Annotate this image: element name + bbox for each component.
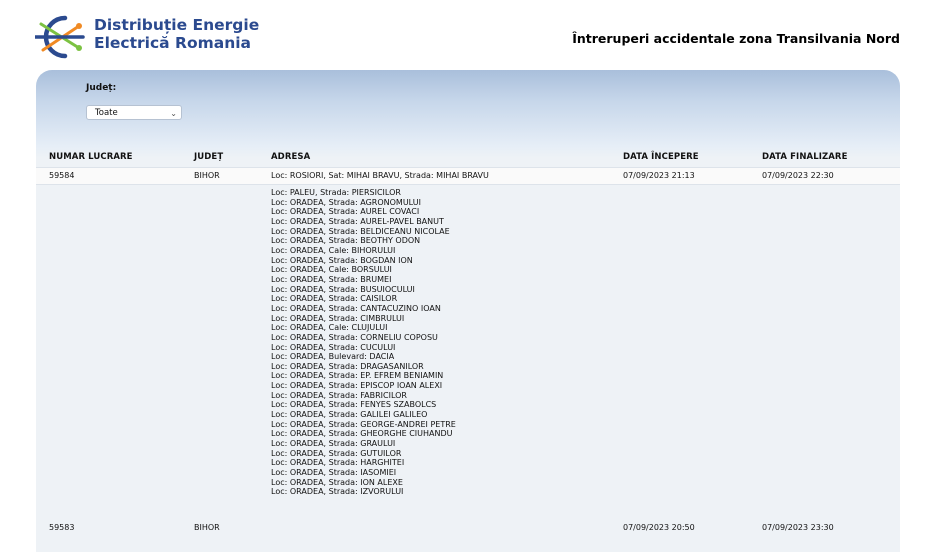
column-header-judet: JUDEȚ [194, 152, 224, 162]
address-line: Loc: ORADEA, Strada: GUTUILOR [271, 448, 402, 458]
filter-panel [36, 70, 900, 146]
cell-data-incepere: 07/09/2023 21:13 [623, 171, 695, 180]
address-line: Loc: ORADEA, Strada: AUREL COVACI [271, 207, 420, 217]
page-title: Întreruperi accidentale zona Transilvania Nord [572, 31, 900, 46]
column-header-adresa: ADRESA [271, 152, 311, 162]
address-line: Loc: ORADEA, Strada: GHEORGHE CIUHANDU [271, 429, 453, 439]
brand-line-2: Electrică Romania [94, 34, 252, 52]
outages-table [36, 146, 900, 552]
address-line: Loc: ORADEA, Strada: GRAULUI [271, 439, 396, 449]
address-line: Loc: ORADEA, Cale: BORSULUI [271, 265, 392, 275]
address-line: Loc: ORADEA, Cale: BIHORULUI [271, 245, 396, 255]
county-select[interactable] [86, 105, 182, 120]
address-line: Loc: ORADEA, Strada: ION ALEXE [271, 477, 403, 487]
cell-judet: BIHOR [194, 523, 220, 532]
chevron-down-icon: ⌄ [170, 109, 177, 118]
column-header-data-finalizare: DATA FINALIZARE [762, 152, 848, 162]
cell-data-incepere: 07/09/2023 20:50 [623, 523, 695, 532]
address-line: Loc: ORADEA, Strada: AUREL-PAVEL BANUT [271, 216, 444, 226]
address-line: Loc: ORADEA, Bulevard: DACIA [271, 352, 395, 362]
cell-numar: 59584 [49, 171, 75, 180]
cell-data-finalizare: 07/09/2023 22:30 [762, 171, 834, 180]
address-line: Loc: ORADEA, Strada: FENYES SZABOLCS [271, 400, 437, 410]
cell-adresa-list [271, 188, 456, 497]
address-line: Loc: ORADEA, Strada: IASOMIEI [271, 468, 397, 478]
address-line: Loc: PALEU, Strada: PIERSICILOR [271, 188, 401, 197]
address-line: Loc: ORADEA, Strada: GEORGE-ANDREI PETRE [271, 419, 456, 429]
address-line: Loc: ORADEA, Strada: GALILEI GALILEO [271, 410, 428, 420]
address-line: Loc: ORADEA, Strada: DRAGASANILOR [271, 361, 424, 371]
cell-numar: 59583 [49, 523, 75, 532]
address-line: Loc: ORADEA, Strada: BUSUIOCULUI [271, 284, 415, 294]
column-header-numar: NUMAR LUCRARE [49, 152, 133, 162]
address-line: Loc: ORADEA, Strada: BOGDAN ION [271, 255, 413, 265]
table-row [36, 167, 900, 185]
address-line: Loc: ORADEA, Strada: CIMBRULUI [271, 313, 405, 323]
address-line: Loc: ORADEA, Cale: CLUJULUI [271, 323, 388, 333]
brand-name[interactable] [94, 16, 259, 52]
address-line: Loc: ORADEA, Strada: CORNELIU COPOSU [271, 332, 438, 342]
cell-judet: BIHOR [194, 171, 220, 180]
page-header [0, 0, 936, 70]
address-line: Loc: ORADEA, Strada: BELDICEANU NICOLAE [271, 226, 450, 236]
address-line: Loc: ORADEA, Strada: CUCULUI [271, 342, 396, 352]
address-line: Loc: ORADEA, Strada: EPISCOP IOAN ALEXI [271, 381, 443, 391]
address-line: Loc: ORADEA, Strada: IZVORULUI [271, 487, 404, 497]
cell-data-finalizare: 07/09/2023 23:30 [762, 523, 834, 532]
address-line: Loc: ORADEA, Strada: CANTACUZINO IOAN [271, 303, 441, 313]
electrica-logo-icon[interactable] [35, 14, 87, 60]
county-filter-label: Județ: [86, 83, 117, 93]
cell-adresa: Loc: ROSIORI, Sat: MIHAI BRAVU, Strada: MIHAI BRAVU [271, 171, 489, 180]
address-line: Loc: ORADEA, Strada: HARGHITEI [271, 458, 405, 468]
address-line: Loc: ORADEA, Strada: EP. EFREM BENIAMIN [271, 371, 444, 381]
address-line: Loc: ORADEA, Strada: CAISILOR [271, 294, 398, 304]
address-line: Loc: ORADEA, Strada: BRUMEI [271, 274, 392, 284]
county-select-value: Toate [95, 108, 118, 118]
address-line: Loc: ORADEA, Strada: BEOTHY ODON [271, 236, 421, 246]
column-header-data-incepere: DATA ÎNCEPERE [623, 152, 699, 162]
brand-line-1: Distribuție Energie [94, 16, 260, 34]
address-line: Loc: ORADEA, Strada: AGRONOMULUI [271, 197, 421, 207]
address-line: Loc: ORADEA, Strada: FABRICILOR [271, 390, 407, 400]
